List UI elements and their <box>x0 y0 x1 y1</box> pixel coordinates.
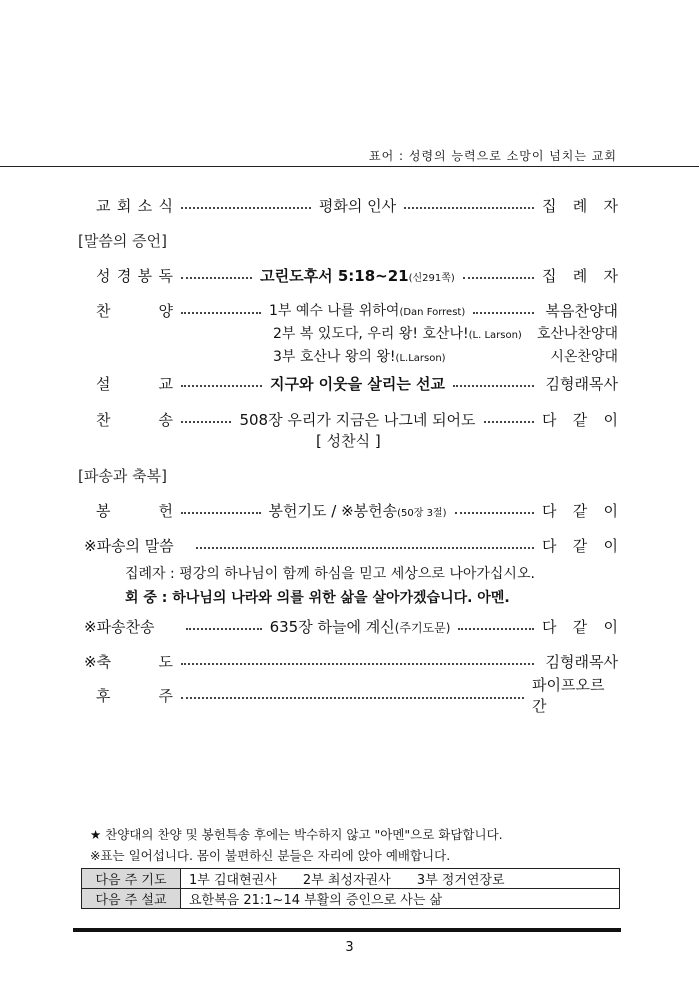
leader-dots <box>463 277 534 279</box>
row-scripture <box>78 263 618 287</box>
label-announcement: 교 회 소 식 <box>96 196 173 215</box>
leader-dots <box>181 697 524 699</box>
header-motto: 표어 : 성령의 능력으로 소망이 넘치는 교회 <box>369 149 617 163</box>
leader-dots <box>181 207 311 209</box>
section-send: [파송과 축복] <box>78 467 167 485</box>
section-word: [말씀의 증언] <box>78 232 167 250</box>
label-offering: 봉 헌 <box>96 501 173 520</box>
scripture-title: 고린도후서 5:18~21(신291쪽) <box>260 266 455 285</box>
next-sermon-cell: 요한복음 21:1~14 부활의 증인으로 사는 삶 <box>181 889 620 909</box>
postlude-who: 파이프오르간 <box>532 676 605 715</box>
leader-dots <box>473 312 534 314</box>
choir-who-2: 호산나찬양대 <box>536 326 618 342</box>
footer-rule <box>73 928 621 932</box>
choir-line-3: 3부 호산나 왕의 왕!(L.Larson) <box>273 349 446 365</box>
leader-dots <box>181 421 231 423</box>
leader-dots <box>186 628 262 630</box>
label-benediction: ※축 도 <box>84 652 173 671</box>
row-offering <box>78 498 618 522</box>
sermon-title: 지구와 이웃을 살리는 선교 <box>269 374 446 393</box>
leader-dots <box>453 385 534 387</box>
choir-line-2: 2부 복 있도다, 우리 왕! 호산나!(L. Larson) <box>273 326 522 342</box>
leader-dots <box>181 312 261 314</box>
label-sending-word: ※파송의 말씀 <box>84 536 174 555</box>
scripture-who: 집 례 자 <box>542 266 618 285</box>
row-sermon <box>78 371 618 395</box>
choir-line-1: 1부 예수 나를 위하여(Dan Forrest) <box>269 303 466 319</box>
next-prayer-cell: 1부 김대현권사 2부 최성자권사 3부 정거연장로 <box>181 869 620 889</box>
next-sermon-label: 다음 주 설교 <box>82 889 181 909</box>
leader-dots <box>181 663 534 665</box>
sending-word-who: 다 같 이 <box>542 536 618 555</box>
sending-hymn-who: 다 같 이 <box>542 617 618 636</box>
sending-hymn-title: 635장 하늘에 계신(주기도문) <box>269 617 451 636</box>
leader-dots <box>404 207 534 209</box>
label-sermon: 설 교 <box>96 374 173 393</box>
label-postlude: 후 주 <box>96 686 173 705</box>
leader-dots <box>181 277 252 279</box>
offering-who: 다 같 이 <box>542 501 619 520</box>
leader-dots <box>484 421 534 423</box>
leader-dots <box>455 512 535 514</box>
page-number: 3 <box>345 940 354 955</box>
row-announcement <box>78 193 618 217</box>
row-postlude <box>78 676 618 715</box>
announcement-who: 집 례 자 <box>542 196 618 215</box>
table-row <box>82 869 620 889</box>
next-week-table <box>81 868 620 909</box>
label-sending-hymn: ※파송찬송 <box>84 617 155 636</box>
hymn-title: 508장 우리가 지금은 나그네 되어도 <box>239 410 476 429</box>
row-benediction <box>78 649 618 673</box>
label-hymn: 찬 송 <box>96 410 173 429</box>
leader-dots <box>181 385 262 387</box>
next-prayer-label: 다음 주 기도 <box>82 869 181 889</box>
leader-dots <box>181 512 261 514</box>
sermon-who: 김형래목사 <box>545 374 618 393</box>
choir-who-1: 복음찬양대 <box>545 301 618 320</box>
benediction-who: 김형래목사 <box>545 652 618 671</box>
row-sending-word <box>78 533 618 557</box>
sending-leader: 집례자 : 평강의 하나님이 함께 하심을 믿고 세상으로 나아가십시오. <box>125 566 535 582</box>
label-choir: 찬 양 <box>96 301 173 320</box>
offering-title: 봉헌기도 / ※봉헌송(50장 3절) <box>268 501 447 520</box>
row-choir <box>78 298 618 322</box>
announcement-title: 평화의 인사 <box>318 196 397 215</box>
header-rule <box>0 166 699 167</box>
hymn-who: 다 같 이 <box>542 410 619 429</box>
note-applause: ★ 찬양대의 찬양 및 봉헌특송 후에는 박수하지 않고 "아멘"으로 화답합니다. <box>90 827 503 842</box>
sending-people: 회 중 : 하나님의 나라와 의를 위한 삶을 살아가겠습니다. 아멘. <box>125 590 510 606</box>
hymn-sub: [ 성찬식 ] <box>316 432 381 450</box>
label-scripture: 성 경 봉 독 <box>96 266 173 285</box>
choir-who-3: 시온찬양대 <box>550 349 618 365</box>
note-standing: ※표는 일어섭니다. 몸이 불편하신 분들은 자리에 앉아 예배합니다. <box>90 848 451 863</box>
row-sending-hymn <box>78 614 618 638</box>
row-hymn <box>78 407 618 431</box>
leader-dots <box>196 547 534 549</box>
leader-dots <box>458 628 534 630</box>
table-row <box>82 889 620 909</box>
